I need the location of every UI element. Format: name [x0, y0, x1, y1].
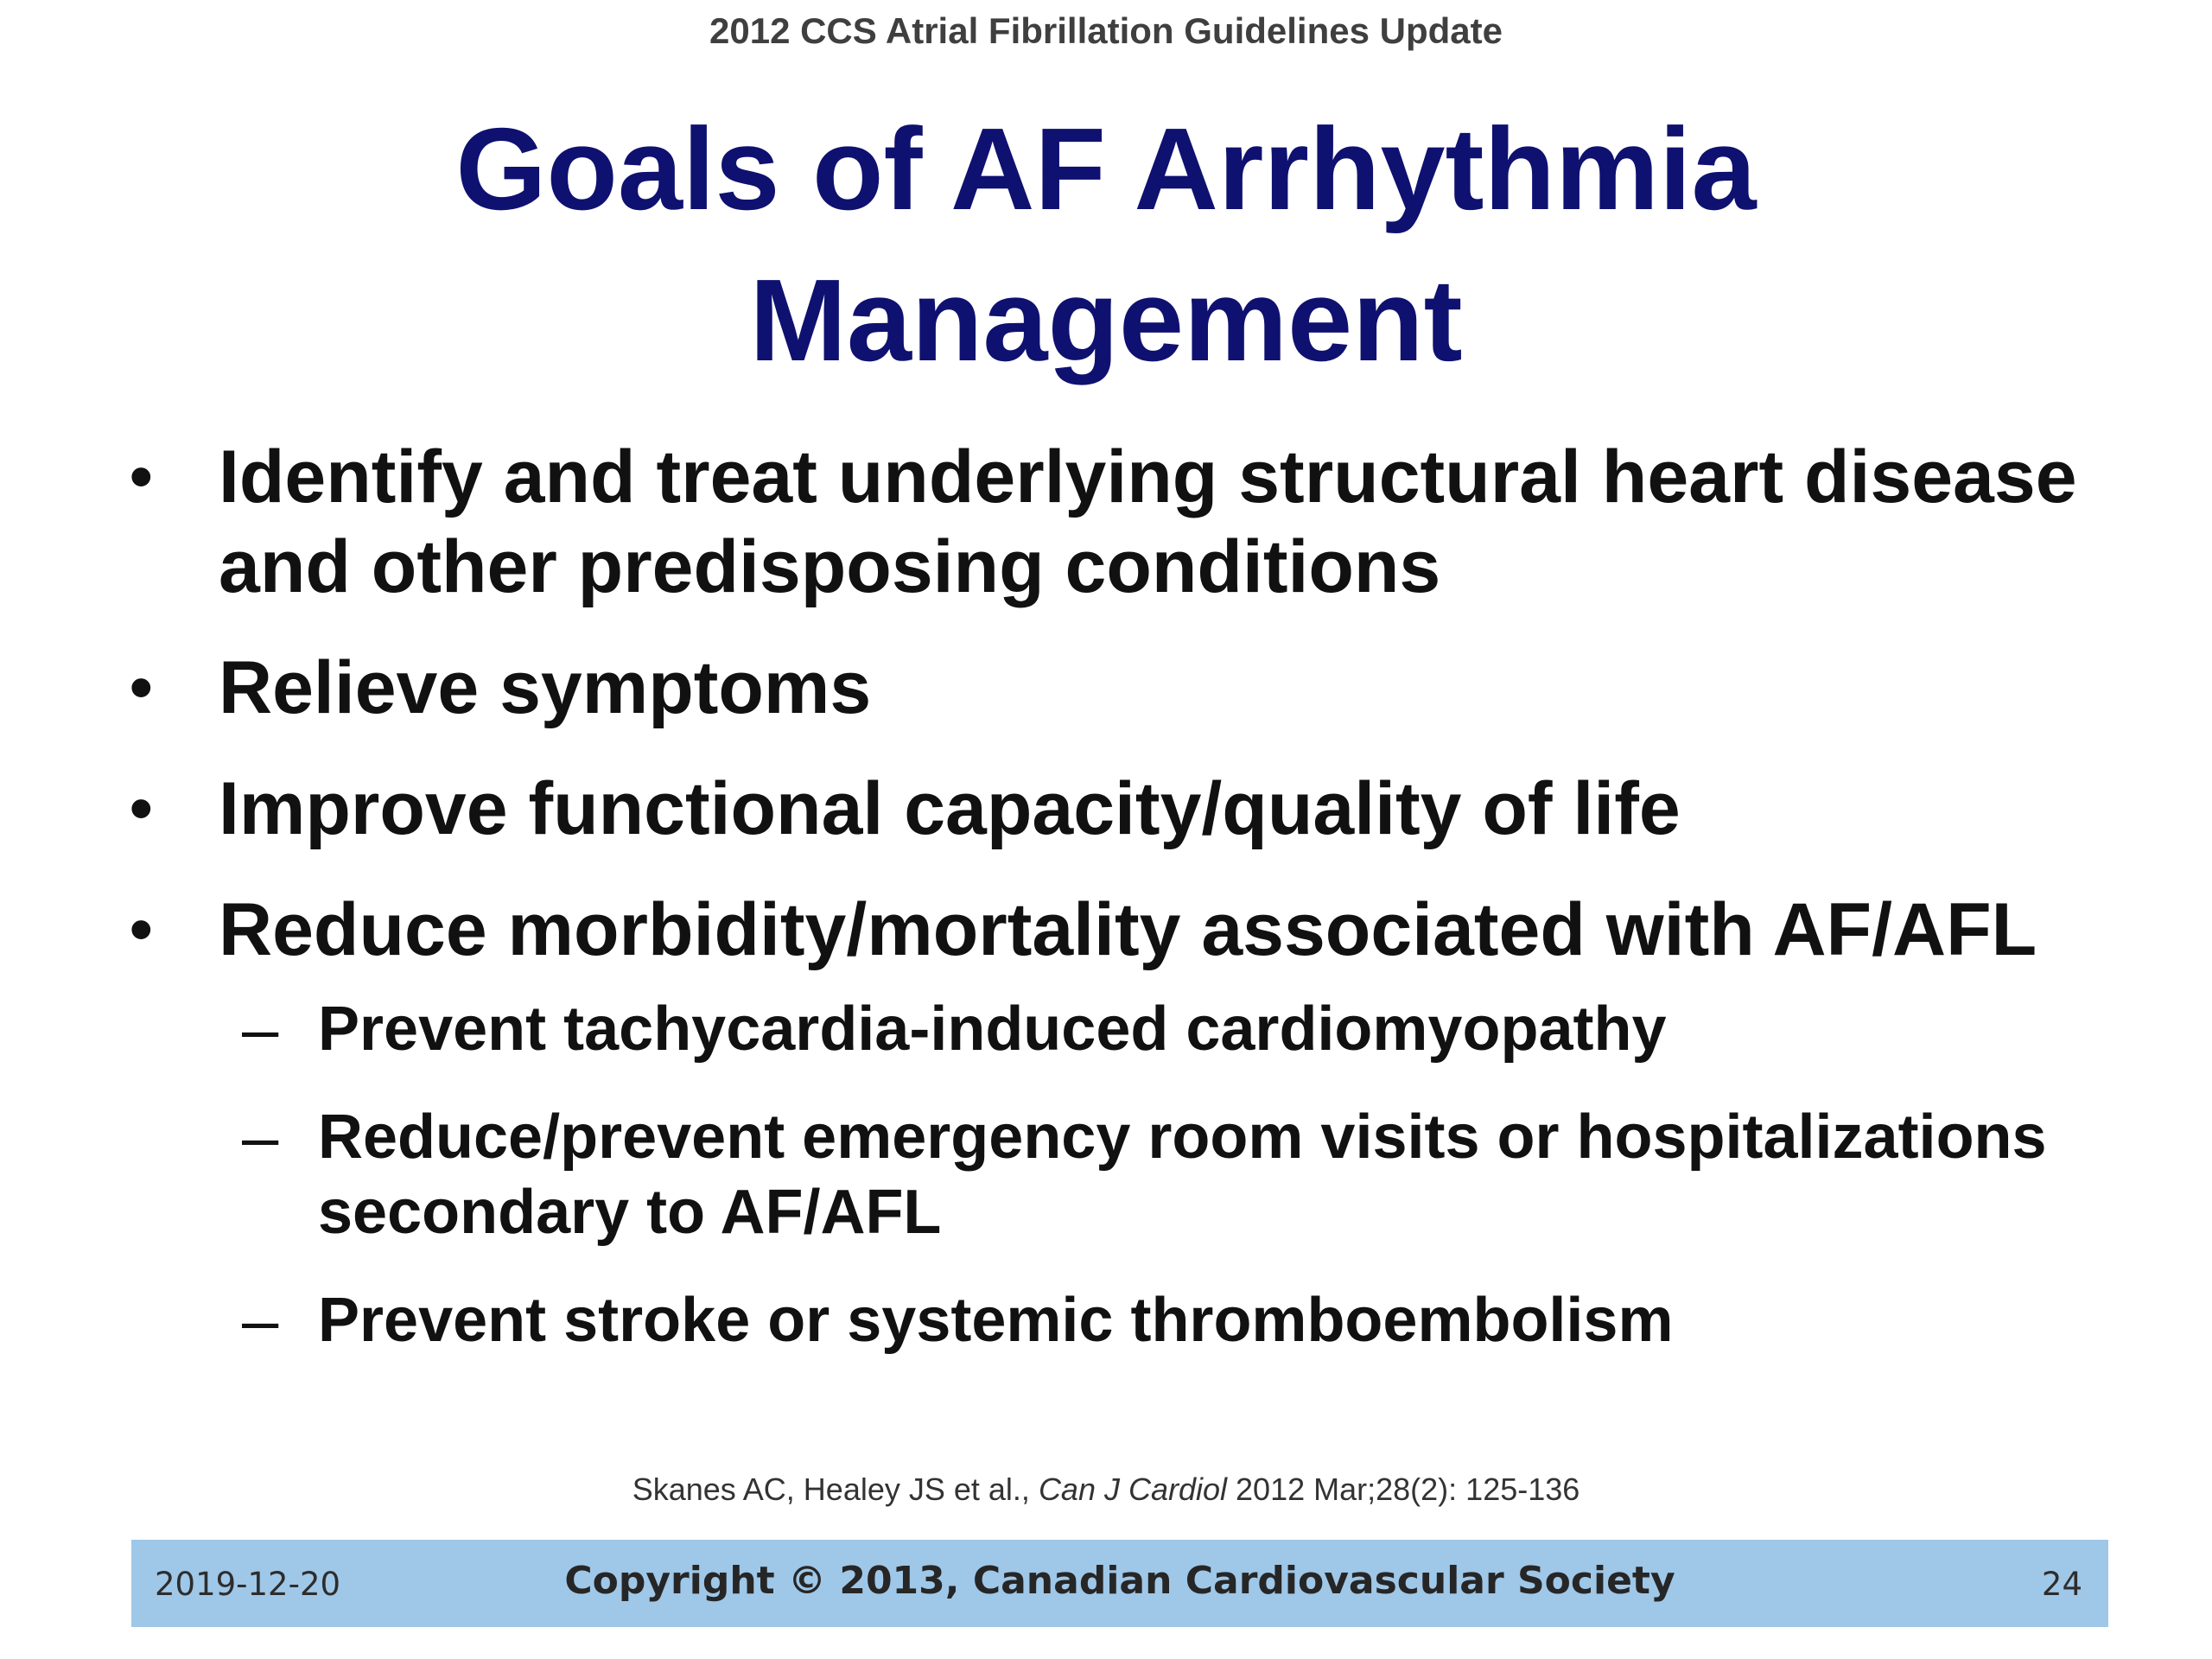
bullet-item [130, 885, 2117, 1358]
sub-bullet-text: Prevent tachycardia-induced cardiomyopathy [318, 995, 1667, 1064]
bullet-marker: • [130, 772, 153, 845]
sub-bullet-item [242, 992, 2212, 1067]
slide-title-line-2: Management [749, 255, 1463, 385]
sub-bullet-list [242, 992, 2212, 1358]
footer-copyright: Copyright © 2013, Canadian Cardiovascular Society [564, 1559, 1675, 1603]
sub-bullet-item [242, 1100, 2212, 1250]
bullet-item [130, 764, 2117, 854]
bullet-text: Identify and treat underlying structural heart disease and other predisposing conditions [219, 435, 2077, 608]
citation-journal: Can J Cardiol [1038, 1471, 1228, 1507]
dash-marker: – [242, 1101, 279, 1174]
sub-bullet-item [242, 1283, 2212, 1358]
bullet-marker: • [130, 440, 153, 513]
slide-title-line-1: Goals of AF Arrhythmia [455, 104, 1757, 234]
citation-details: 2012 Mar;28(2): 125-136 [1227, 1471, 1580, 1507]
sub-bullet-text: Prevent stroke or systemic thromboembolism [318, 1286, 1674, 1355]
citation [0, 1471, 2212, 1508]
footer-date: 2019-12-20 [155, 1566, 341, 1603]
bullet-text: Relieve symptoms [219, 646, 872, 729]
dash-marker: – [242, 993, 279, 1066]
bullet-item [130, 643, 2117, 733]
dash-marker: – [242, 1284, 279, 1357]
bullet-marker: • [130, 893, 153, 966]
bullet-text: Improve functional capacity/quality of life [219, 767, 1681, 850]
citation-authors: Skanes AC, Healey JS et al., [632, 1471, 1039, 1507]
bullet-marker: • [130, 651, 153, 724]
slide-header: 2012 CCS Atrial Fibrillation Guidelines Update [709, 10, 1503, 51]
page-number: 24 [2041, 1566, 2082, 1603]
slide-title [0, 93, 2212, 396]
sub-bullet-text: Reduce/prevent emergency room visits or hospitalizations secondary to AF/AFL [318, 1103, 2047, 1247]
bullet-text: Reduce morbidity/mortality associated with AF/AFL [219, 888, 2037, 971]
footer-bar [131, 1540, 2108, 1627]
bullet-list [130, 432, 2117, 1391]
bullet-item [130, 432, 2117, 612]
